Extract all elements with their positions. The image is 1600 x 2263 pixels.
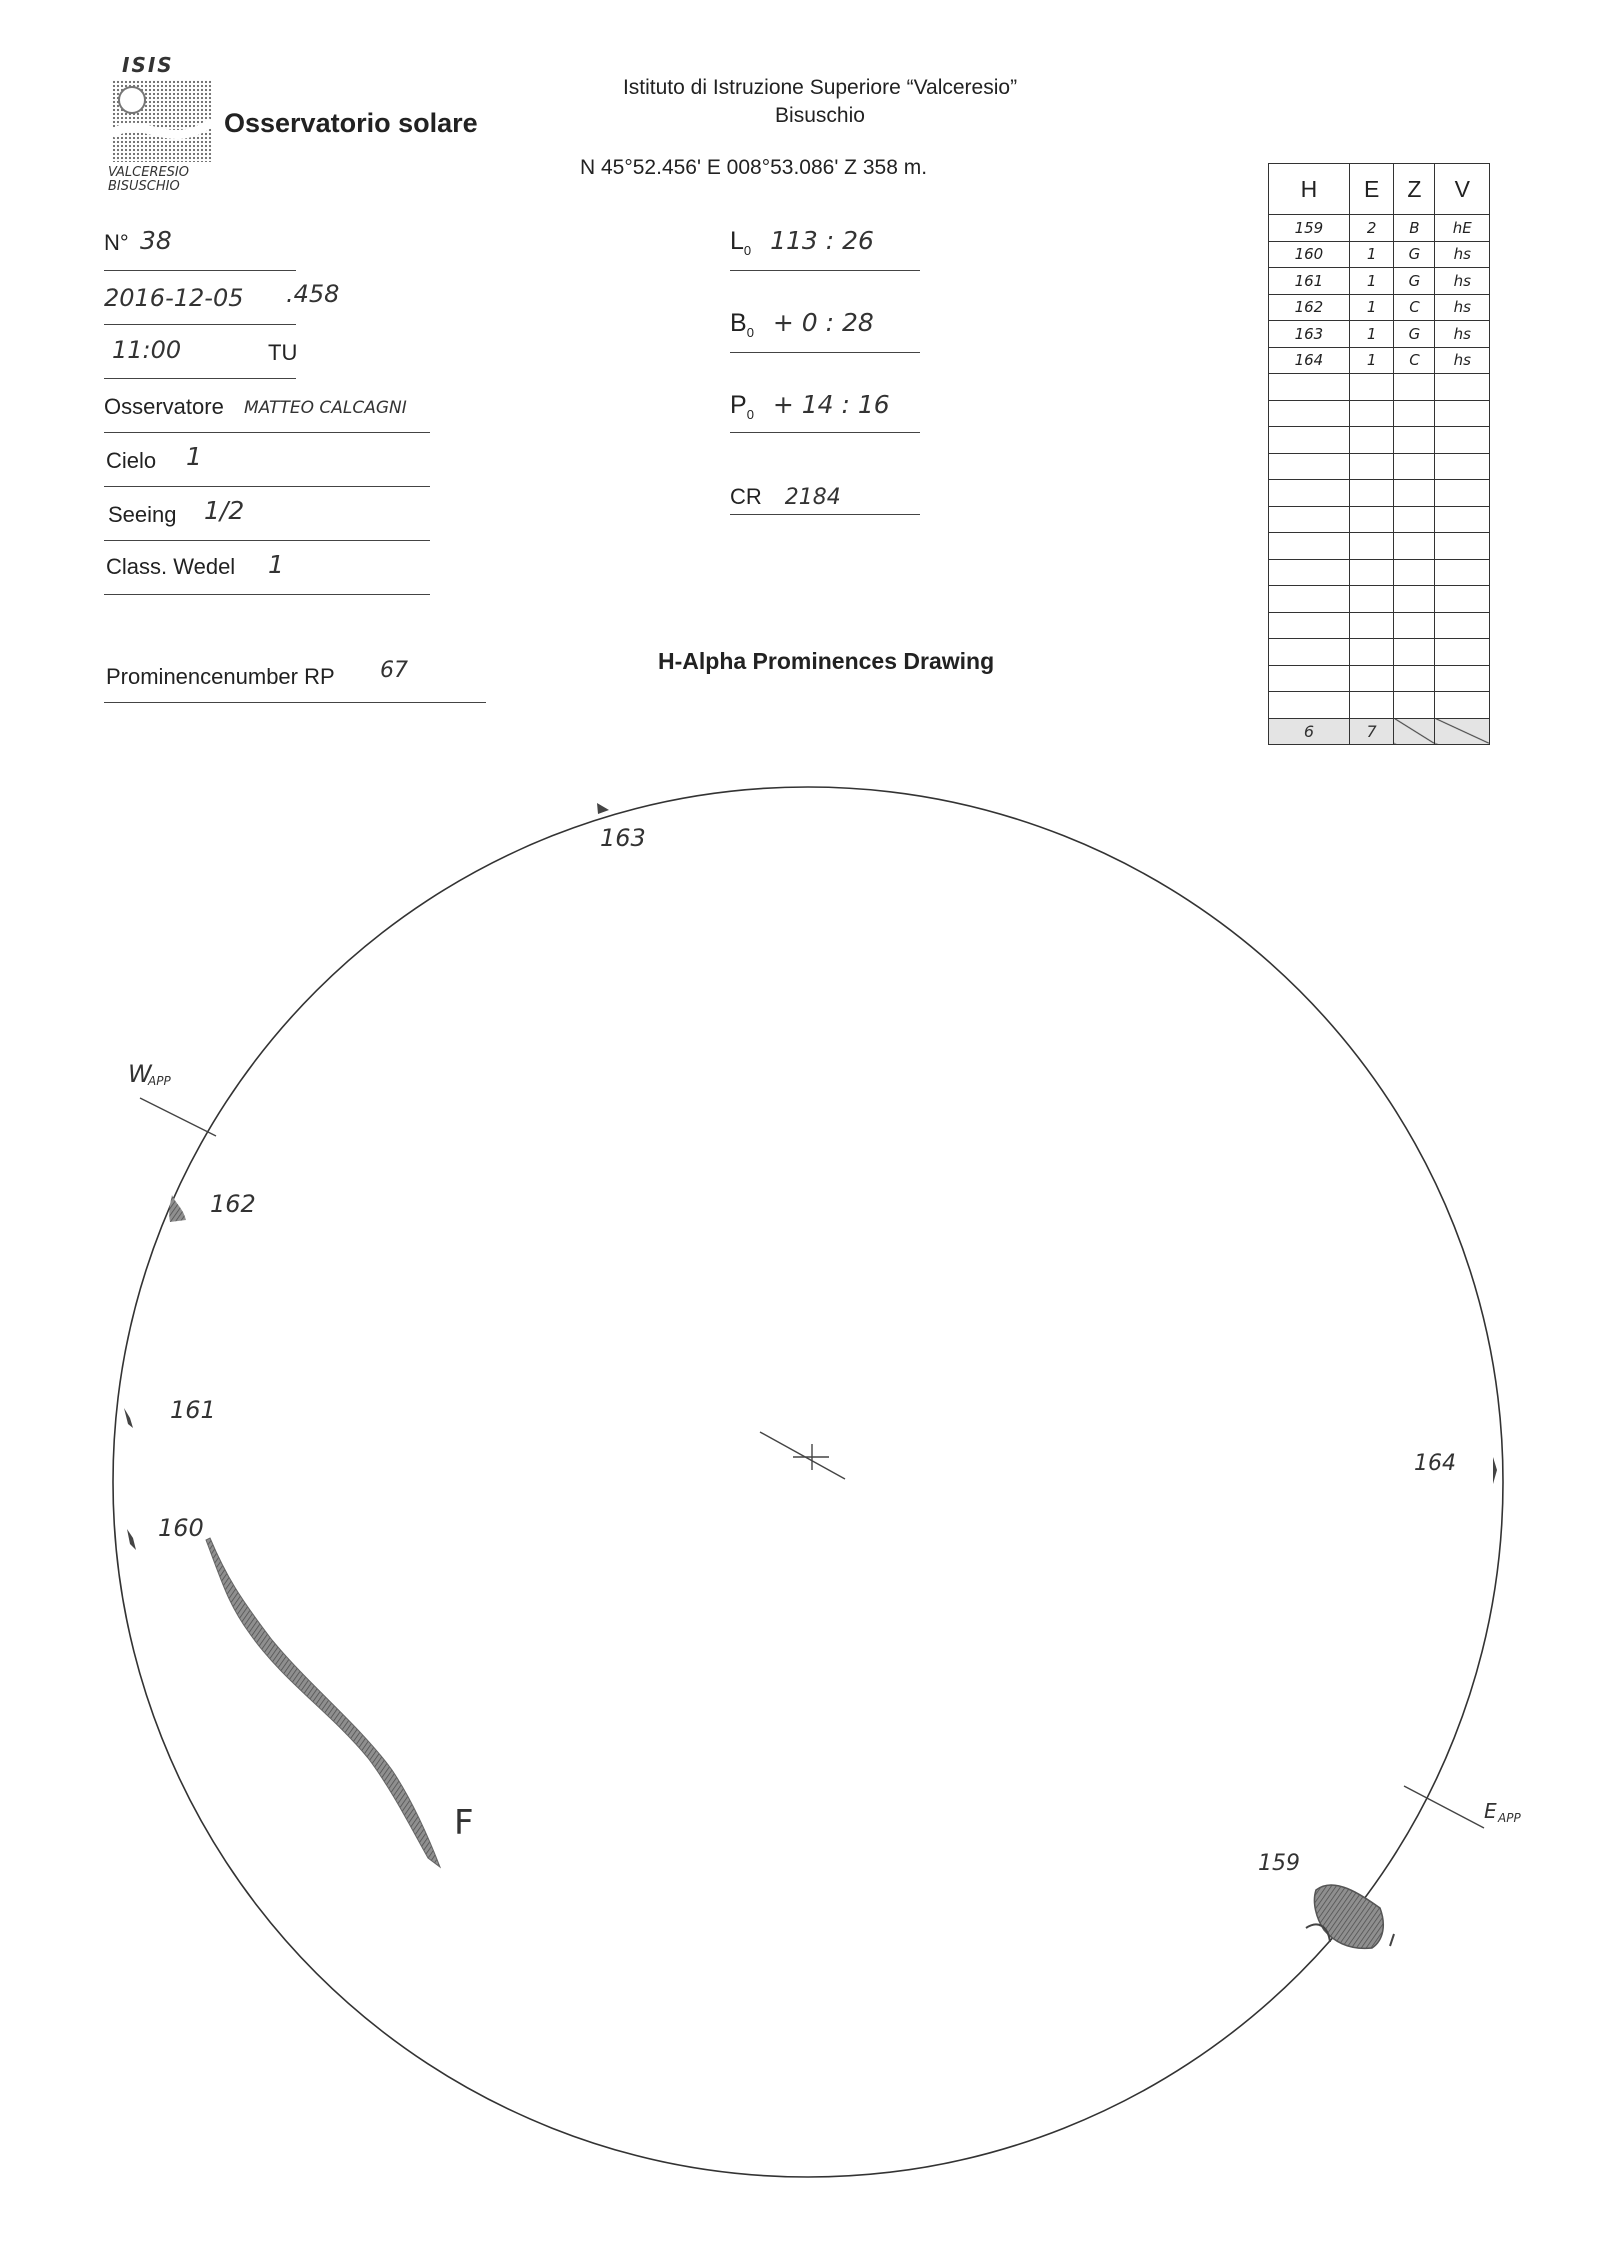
b0-label: $B_0$ bbox=[730, 309, 754, 340]
table-cell: 1 bbox=[1349, 294, 1394, 321]
column-header: E bbox=[1349, 164, 1394, 215]
seeing-value: 1/2 bbox=[204, 496, 245, 525]
observer-label: Osservatore bbox=[104, 394, 224, 419]
prominence-label-161: 161 bbox=[170, 1396, 216, 1424]
table-cell: G bbox=[1394, 268, 1435, 295]
table-cell: 160 bbox=[1269, 241, 1350, 268]
east-axis-line bbox=[1404, 1786, 1484, 1828]
table-cell: C bbox=[1394, 347, 1435, 374]
table-cell: 1 bbox=[1349, 321, 1394, 348]
time-unit-label: TU bbox=[268, 340, 298, 365]
total-cell: 6 bbox=[1269, 718, 1350, 744]
prominence-label-163: 163 bbox=[600, 824, 646, 852]
institute-name: Istituto di Istruzione Superiore “Valceresio” bbox=[622, 76, 1018, 99]
prominence-label-162: 162 bbox=[210, 1190, 256, 1218]
prominence-161-mark bbox=[124, 1408, 133, 1428]
number-value: 38 bbox=[140, 226, 172, 255]
cr-label: CR bbox=[730, 484, 762, 509]
prominence-163-mark bbox=[597, 803, 609, 814]
total-cell: 7 bbox=[1349, 718, 1394, 744]
table-cell: 159 bbox=[1269, 215, 1350, 242]
cr-value: 2184 bbox=[784, 485, 841, 510]
p0-value: + 14 : 16 bbox=[772, 390, 890, 419]
table-cell: hs bbox=[1435, 321, 1490, 348]
seeing-label: Seeing bbox=[108, 502, 177, 527]
number-label: N° bbox=[104, 230, 129, 255]
table-cell: hE bbox=[1435, 215, 1490, 242]
prominence-160-mark bbox=[127, 1529, 136, 1550]
east-sub-label: APP bbox=[1498, 1811, 1521, 1825]
logo-place-1: VALCERESIO bbox=[108, 165, 190, 180]
table-cell: 1 bbox=[1349, 347, 1394, 374]
p0-label: $P_0$ bbox=[730, 391, 754, 422]
filament-label: F bbox=[454, 1803, 474, 1843]
table-cell: hs bbox=[1435, 241, 1490, 268]
institute-town: Bisuschio bbox=[775, 104, 865, 127]
filament-mark bbox=[206, 1538, 440, 1867]
date-decimal-value: .458 bbox=[286, 280, 340, 308]
sky-value: 1 bbox=[186, 442, 202, 471]
table-cell: 161 bbox=[1269, 268, 1350, 295]
table-cell: 1 bbox=[1349, 268, 1394, 295]
column-header: V bbox=[1435, 164, 1490, 215]
wedel-value: 1 bbox=[268, 550, 284, 579]
column-header: Z bbox=[1394, 164, 1435, 215]
table-cell: B bbox=[1394, 215, 1435, 242]
prominence-162-mark bbox=[169, 1195, 186, 1222]
logo-acronym: ISIS bbox=[122, 56, 174, 77]
observatory-title: Osservatorio solare bbox=[224, 108, 478, 138]
table-cell: 164 bbox=[1269, 347, 1350, 374]
table-cell: 2 bbox=[1349, 215, 1394, 242]
west-axis-line bbox=[140, 1098, 216, 1136]
wedel-label: Class. Wedel bbox=[106, 554, 236, 579]
site-coordinates: N 45°52.456' E 008°53.086' Z 358 m. bbox=[580, 156, 928, 179]
solar-disk-limb bbox=[113, 787, 1503, 2177]
prominence-label-160: 160 bbox=[158, 1514, 204, 1542]
table-cell: G bbox=[1394, 321, 1435, 348]
prominence-label-159: 159 bbox=[1258, 1851, 1300, 1876]
logo-place-2: BISUSCHIO bbox=[108, 179, 180, 194]
sky-label: Cielo bbox=[106, 448, 157, 473]
date-value: 2016-12-05 bbox=[104, 284, 244, 312]
table-cell: 1 bbox=[1349, 241, 1394, 268]
l0-value: 113 : 26 bbox=[770, 226, 874, 255]
prominence-164-mark bbox=[1493, 1457, 1497, 1484]
prominence-label-164: 164 bbox=[1414, 1451, 1456, 1476]
prominence-value: 67 bbox=[380, 658, 408, 683]
table-cell: 163 bbox=[1269, 321, 1350, 348]
drawing-title: H-Alpha Prominences Drawing bbox=[658, 648, 995, 674]
west-sub-label: APP bbox=[148, 1074, 171, 1088]
l0-label: $L_0$ bbox=[730, 227, 752, 258]
table-cell: 162 bbox=[1269, 294, 1350, 321]
table-cell: hs bbox=[1435, 347, 1490, 374]
time-value: 11:00 bbox=[112, 336, 182, 364]
table-cell: G bbox=[1394, 241, 1435, 268]
column-header: H bbox=[1269, 164, 1350, 215]
table-cell: hs bbox=[1435, 294, 1490, 321]
disk-center-mark bbox=[760, 1432, 845, 1479]
table-cell: hs bbox=[1435, 268, 1490, 295]
west-label: W bbox=[128, 1060, 152, 1088]
east-label: E bbox=[1484, 1799, 1497, 1823]
b0-value: + 0 : 28 bbox=[772, 308, 874, 337]
prominence-label: Prominencenumber RP bbox=[106, 664, 335, 689]
observer-value: MATTEO CALCAGNI bbox=[244, 398, 407, 418]
prominence-159-mark bbox=[1314, 1885, 1383, 1948]
table-cell: C bbox=[1394, 294, 1435, 321]
